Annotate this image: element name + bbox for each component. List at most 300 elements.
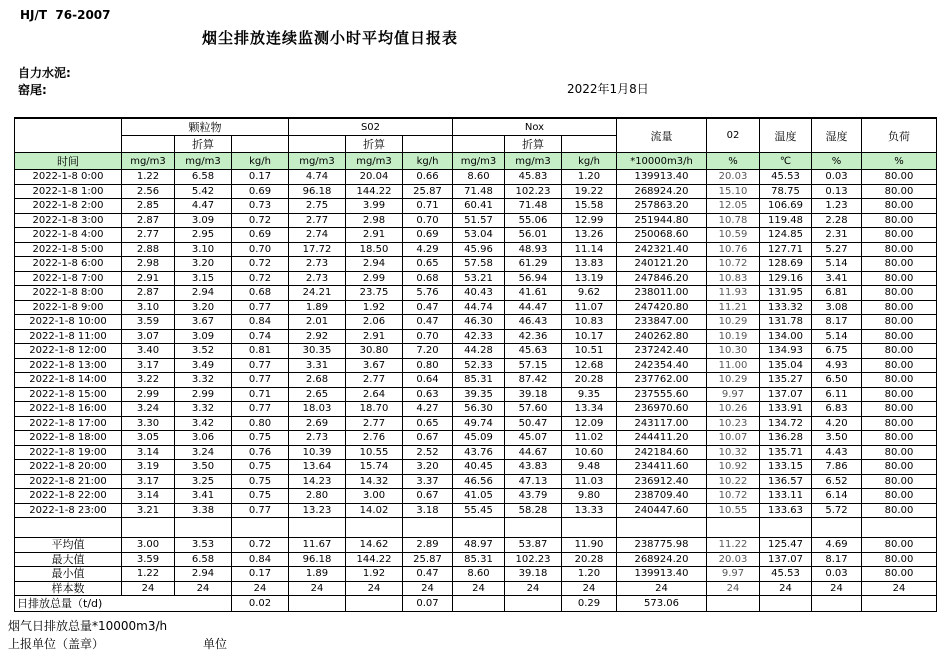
value-cell: 4.29 <box>403 242 453 257</box>
summary-value-cell: 24 <box>175 581 232 596</box>
table-row <box>15 431 937 446</box>
value-cell: 139913.40 <box>617 170 707 185</box>
time-cell: 2022-1-8 23:00 <box>15 503 122 518</box>
empty-cell <box>562 518 617 538</box>
value-cell: 46.43 <box>505 315 562 330</box>
time-cell: 2022-1-8 19:00 <box>15 445 122 460</box>
empty-cell <box>812 518 862 538</box>
time-cell: 2022-1-8 5:00 <box>15 242 122 257</box>
summary-value-cell: 2.89 <box>403 538 453 553</box>
summary-value-cell: 80.00 <box>862 538 937 553</box>
table-row <box>15 402 937 417</box>
value-cell: 0.17 <box>232 170 289 185</box>
summary-value-cell: 144.22 <box>346 552 403 567</box>
value-cell: 144.22 <box>346 184 403 199</box>
empty-cell <box>505 518 562 538</box>
value-cell: 0.69 <box>232 228 289 243</box>
value-cell: 0.70 <box>403 213 453 228</box>
table-body <box>15 170 937 612</box>
unit-cell: mg/m3 <box>175 153 232 170</box>
value-cell: 6.14 <box>812 489 862 504</box>
value-cell: 237762.00 <box>617 373 707 388</box>
value-cell: 0.71 <box>403 199 453 214</box>
value-cell: 60.41 <box>453 199 505 214</box>
value-cell: 10.17 <box>562 329 617 344</box>
value-cell: 242354.40 <box>617 358 707 373</box>
time-cell: 2022-1-8 12:00 <box>15 344 122 359</box>
summary-value-cell: 139913.40 <box>617 567 707 582</box>
value-cell: 135.27 <box>760 373 812 388</box>
value-cell: 5.14 <box>812 329 862 344</box>
time-cell: 2022-1-8 10:00 <box>15 315 122 330</box>
value-cell: 10.78 <box>707 213 760 228</box>
value-cell: 80.00 <box>862 315 937 330</box>
unit-cell: kg/h <box>232 153 289 170</box>
value-cell: 61.29 <box>505 257 562 272</box>
header-group-row <box>15 118 937 136</box>
value-cell: 2.91 <box>346 228 403 243</box>
value-cell: 15.58 <box>562 199 617 214</box>
table-row <box>15 387 937 402</box>
summary-value-cell: 11.67 <box>289 538 346 553</box>
value-cell: 55.06 <box>505 213 562 228</box>
value-cell: 244411.20 <box>617 431 707 446</box>
value-cell: 237242.40 <box>617 344 707 359</box>
value-cell: 3.24 <box>175 445 232 460</box>
value-cell: 0.66 <box>403 170 453 185</box>
header-group-pm: 颗粒物 <box>122 118 289 136</box>
value-cell: 3.10 <box>175 242 232 257</box>
value-cell: 3.05 <box>122 431 175 446</box>
summary-value-cell: 268924.20 <box>617 552 707 567</box>
value-cell: 0.71 <box>232 387 289 402</box>
value-cell: 71.48 <box>453 184 505 199</box>
value-cell: 134.72 <box>760 416 812 431</box>
time-cell: 2022-1-8 4:00 <box>15 228 122 243</box>
value-cell: 57.58 <box>453 257 505 272</box>
empty-cell <box>403 518 453 538</box>
time-cell: 2022-1-8 0:00 <box>15 170 122 185</box>
value-cell: 2.92 <box>289 329 346 344</box>
value-cell: 3.30 <box>122 416 175 431</box>
value-cell: 13.34 <box>562 402 617 417</box>
summary-row-max <box>15 552 937 567</box>
value-cell: 1.23 <box>812 199 862 214</box>
value-cell: 268924.20 <box>617 184 707 199</box>
summary-value-cell: 102.23 <box>505 552 562 567</box>
value-cell: 30.35 <box>289 344 346 359</box>
value-cell: 0.80 <box>403 358 453 373</box>
empty-cell <box>760 518 812 538</box>
value-cell: 124.85 <box>760 228 812 243</box>
value-cell: 18.03 <box>289 402 346 417</box>
value-cell: 4.43 <box>812 445 862 460</box>
table-row <box>15 358 937 373</box>
value-cell: 80.00 <box>862 257 937 272</box>
value-cell: 13.33 <box>562 503 617 518</box>
value-cell: 2.73 <box>289 257 346 272</box>
summary-value-cell: 238775.98 <box>617 538 707 553</box>
value-cell: 133.63 <box>760 503 812 518</box>
value-cell: 80.00 <box>862 402 937 417</box>
footer-flow-total: 烟气日排放总量*10000m3/h <box>8 619 168 633</box>
value-cell: 5.27 <box>812 242 862 257</box>
summary-value-cell: 0.84 <box>232 552 289 567</box>
summary-value-cell: 8.60 <box>453 567 505 582</box>
value-cell: 136.57 <box>760 474 812 489</box>
value-cell: 3.25 <box>175 474 232 489</box>
value-cell: 2.77 <box>289 213 346 228</box>
value-cell: 3.50 <box>175 460 232 475</box>
value-cell: 10.60 <box>562 445 617 460</box>
value-cell: 3.41 <box>175 489 232 504</box>
summary-row-avg <box>15 538 937 553</box>
summary-value-cell: 11.90 <box>562 538 617 553</box>
total-value-cell: 573.06 <box>617 596 707 612</box>
summary-value-cell: 9.97 <box>707 567 760 582</box>
value-cell: 247420.80 <box>617 300 707 315</box>
table-row <box>15 329 937 344</box>
value-cell: 45.96 <box>453 242 505 257</box>
value-cell: 3.24 <box>122 402 175 417</box>
value-cell: 45.83 <box>505 170 562 185</box>
value-cell: 3.09 <box>175 329 232 344</box>
value-cell: 43.83 <box>505 460 562 475</box>
value-cell: 13.64 <box>289 460 346 475</box>
value-cell: 238011.00 <box>617 286 707 301</box>
summary-value-cell: 24 <box>403 581 453 596</box>
value-cell: 80.00 <box>862 344 937 359</box>
value-cell: 18.70 <box>346 402 403 417</box>
time-cell: 2022-1-8 17:00 <box>15 416 122 431</box>
summary-row-count <box>15 581 937 596</box>
summary-value-cell: 20.03 <box>707 552 760 567</box>
table-row <box>15 184 937 199</box>
value-cell: 3.50 <box>812 431 862 446</box>
summary-value-cell: 48.97 <box>453 538 505 553</box>
value-cell: 0.70 <box>403 329 453 344</box>
value-cell: 5.14 <box>812 257 862 272</box>
value-cell: 78.75 <box>760 184 812 199</box>
value-cell: 10.19 <box>707 329 760 344</box>
value-cell: 0.68 <box>403 271 453 286</box>
value-cell: 10.29 <box>707 315 760 330</box>
unit-cell: mg/m3 <box>505 153 562 170</box>
footer-unit-label: 单位 <box>203 637 228 651</box>
footer-reporting-unit: 上报单位（盖章） <box>8 637 105 651</box>
time-cell: 2022-1-8 7:00 <box>15 271 122 286</box>
empty-cell <box>346 518 403 538</box>
value-cell: 7.86 <box>812 460 862 475</box>
empty-cell <box>122 518 175 538</box>
value-cell: 14.23 <box>289 474 346 489</box>
value-cell: 237555.60 <box>617 387 707 402</box>
value-cell: 18.50 <box>346 242 403 257</box>
table-row <box>15 213 937 228</box>
value-cell: 3.20 <box>403 460 453 475</box>
value-cell: 41.05 <box>453 489 505 504</box>
value-cell: 134.00 <box>760 329 812 344</box>
summary-label-cell: 平均值 <box>15 538 122 553</box>
unit-cell: mg/m3 <box>346 153 403 170</box>
value-cell: 57.60 <box>505 402 562 417</box>
summary-value-cell: 24 <box>232 581 289 596</box>
value-cell: 80.00 <box>862 489 937 504</box>
value-cell: 2.73 <box>289 271 346 286</box>
value-cell: 2.74 <box>289 228 346 243</box>
unit-cell: *10000m3/h <box>617 153 707 170</box>
value-cell: 57.15 <box>505 358 562 373</box>
value-cell: 58.28 <box>505 503 562 518</box>
value-cell: 2.99 <box>122 387 175 402</box>
value-cell: 80.00 <box>862 329 937 344</box>
value-cell: 257863.20 <box>617 199 707 214</box>
value-cell: 6.81 <box>812 286 862 301</box>
summary-value-cell: 80.00 <box>862 567 937 582</box>
value-cell: 236970.60 <box>617 402 707 417</box>
summary-value-cell: 20.28 <box>562 552 617 567</box>
value-cell: 11.93 <box>707 286 760 301</box>
value-cell: 80.00 <box>862 358 937 373</box>
summary-value-cell: 137.07 <box>760 552 812 567</box>
value-cell: 11.07 <box>562 300 617 315</box>
value-cell: 3.41 <box>812 271 862 286</box>
summary-value-cell: 1.20 <box>562 567 617 582</box>
value-cell: 3.14 <box>122 489 175 504</box>
value-cell: 3.99 <box>346 199 403 214</box>
value-cell: 4.74 <box>289 170 346 185</box>
value-cell: 80.00 <box>862 373 937 388</box>
value-cell: 2.01 <box>289 315 346 330</box>
value-cell: 96.18 <box>289 184 346 199</box>
value-cell: 19.22 <box>562 184 617 199</box>
value-cell: 11.02 <box>562 431 617 446</box>
header-group-so2: S02 <box>289 118 453 136</box>
value-cell: 3.08 <box>812 300 862 315</box>
value-cell: 6.75 <box>812 344 862 359</box>
table-row <box>15 416 937 431</box>
value-cell: 0.75 <box>232 489 289 504</box>
value-cell: 106.69 <box>760 199 812 214</box>
table-row <box>15 315 937 330</box>
unit-cell: kg/h <box>403 153 453 170</box>
summary-value-cell: 0.03 <box>812 567 862 582</box>
value-cell: 0.75 <box>232 460 289 475</box>
total-value-cell: 0.02 <box>232 596 289 612</box>
value-cell: 0.67 <box>403 431 453 446</box>
unit-cell: % <box>862 153 937 170</box>
summary-value-cell: 85.31 <box>453 552 505 567</box>
summary-value-cell: 2.94 <box>175 567 232 582</box>
summary-row-min <box>15 567 937 582</box>
value-cell: 45.53 <box>760 170 812 185</box>
value-cell: 2.65 <box>289 387 346 402</box>
value-cell: 10.72 <box>707 489 760 504</box>
summary-value-cell: 96.18 <box>289 552 346 567</box>
value-cell: 3.31 <box>289 358 346 373</box>
total-value-cell: 0.07 <box>403 596 453 612</box>
value-cell: 3.37 <box>403 474 453 489</box>
header-blank <box>289 136 346 153</box>
value-cell: 51.57 <box>453 213 505 228</box>
value-cell: 48.93 <box>505 242 562 257</box>
value-cell: 80.00 <box>862 387 937 402</box>
value-cell: 0.74 <box>232 329 289 344</box>
value-cell: 0.75 <box>232 474 289 489</box>
value-cell: 3.52 <box>175 344 232 359</box>
table-row <box>15 300 937 315</box>
time-cell: 2022-1-8 22:00 <box>15 489 122 504</box>
unit-cell: mg/m3 <box>453 153 505 170</box>
total-value-cell <box>346 596 403 612</box>
value-cell: 39.35 <box>453 387 505 402</box>
company-name: 自力水泥: <box>18 66 71 80</box>
value-cell: 0.67 <box>403 489 453 504</box>
value-cell: 52.33 <box>453 358 505 373</box>
value-cell: 0.69 <box>403 228 453 243</box>
value-cell: 1.92 <box>346 300 403 315</box>
value-cell: 10.92 <box>707 460 760 475</box>
value-cell: 247846.20 <box>617 271 707 286</box>
value-cell: 238709.40 <box>617 489 707 504</box>
table-row <box>15 199 937 214</box>
value-cell: 137.07 <box>760 387 812 402</box>
value-cell: 135.04 <box>760 358 812 373</box>
value-cell: 119.48 <box>760 213 812 228</box>
empty-cell <box>232 518 289 538</box>
table-row <box>15 489 937 504</box>
value-cell: 250068.60 <box>617 228 707 243</box>
value-cell: 0.47 <box>403 300 453 315</box>
value-cell: 2.80 <box>289 489 346 504</box>
summary-value-cell: 80.00 <box>862 552 937 567</box>
value-cell: 80.00 <box>862 213 937 228</box>
value-cell: 56.30 <box>453 402 505 417</box>
value-cell: 0.73 <box>232 199 289 214</box>
summary-value-cell: 24 <box>707 581 760 596</box>
value-cell: 1.89 <box>289 300 346 315</box>
value-cell: 0.72 <box>232 257 289 272</box>
value-cell: 10.83 <box>707 271 760 286</box>
value-cell: 10.23 <box>707 416 760 431</box>
header-temp: 温度 <box>760 118 812 153</box>
table-row <box>15 228 937 243</box>
summary-label-cell: 最小值 <box>15 567 122 582</box>
value-cell: 2.73 <box>289 431 346 446</box>
standard-code: HJ/T 76-2007 <box>20 8 111 22</box>
total-value-cell <box>812 596 862 612</box>
value-cell: 10.30 <box>707 344 760 359</box>
value-cell: 87.42 <box>505 373 562 388</box>
time-cell: 2022-1-8 14:00 <box>15 373 122 388</box>
empty-cell <box>175 518 232 538</box>
value-cell: 39.18 <box>505 387 562 402</box>
value-cell: 10.55 <box>707 503 760 518</box>
value-cell: 2.31 <box>812 228 862 243</box>
value-cell: 55.45 <box>453 503 505 518</box>
value-cell: 53.04 <box>453 228 505 243</box>
value-cell: 133.91 <box>760 402 812 417</box>
value-cell: 3.32 <box>175 402 232 417</box>
value-cell: 9.35 <box>562 387 617 402</box>
value-cell: 2.99 <box>175 387 232 402</box>
value-cell: 2.94 <box>346 257 403 272</box>
value-cell: 0.81 <box>232 344 289 359</box>
header-conv-so2: 折算 <box>346 136 403 153</box>
value-cell: 4.47 <box>175 199 232 214</box>
value-cell: 12.05 <box>707 199 760 214</box>
summary-value-cell: 125.47 <box>760 538 812 553</box>
value-cell: 15.74 <box>346 460 403 475</box>
report-date: 2022年1月8日 <box>567 82 649 96</box>
value-cell: 3.07 <box>122 329 175 344</box>
value-cell: 12.99 <box>562 213 617 228</box>
total-value-cell <box>862 596 937 612</box>
value-cell: 6.11 <box>812 387 862 402</box>
summary-label-cell: 最大值 <box>15 552 122 567</box>
value-cell: 13.26 <box>562 228 617 243</box>
table-row <box>15 271 937 286</box>
total-label: 日排放总量（t/d) <box>15 596 232 612</box>
value-cell: 80.00 <box>862 300 937 315</box>
value-cell: 2.95 <box>175 228 232 243</box>
value-cell: 3.49 <box>175 358 232 373</box>
total-value-cell <box>707 596 760 612</box>
summary-value-cell: 25.87 <box>403 552 453 567</box>
value-cell: 0.77 <box>232 402 289 417</box>
value-cell: 0.03 <box>812 170 862 185</box>
value-cell: 6.50 <box>812 373 862 388</box>
value-cell: 30.80 <box>346 344 403 359</box>
value-cell: 1.20 <box>562 170 617 185</box>
value-cell: 2.06 <box>346 315 403 330</box>
value-cell: 13.19 <box>562 271 617 286</box>
page-title: 烟尘排放连续监测小时平均值日报表 <box>201 29 458 47</box>
value-cell: 2.88 <box>122 242 175 257</box>
value-cell: 80.00 <box>862 228 937 243</box>
value-cell: 8.17 <box>812 315 862 330</box>
value-cell: 10.76 <box>707 242 760 257</box>
value-cell: 14.32 <box>346 474 403 489</box>
value-cell: 10.07 <box>707 431 760 446</box>
value-cell: 3.17 <box>122 358 175 373</box>
header-group-nox: Nox <box>453 118 617 136</box>
value-cell: 25.87 <box>403 184 453 199</box>
total-value-cell <box>505 596 562 612</box>
time-cell: 2022-1-8 9:00 <box>15 300 122 315</box>
summary-value-cell: 45.53 <box>760 567 812 582</box>
value-cell: 3.06 <box>175 431 232 446</box>
value-cell: 40.45 <box>453 460 505 475</box>
value-cell: 133.11 <box>760 489 812 504</box>
summary-value-cell: 24 <box>453 581 505 596</box>
report-table <box>14 117 937 612</box>
value-cell: 13.83 <box>562 257 617 272</box>
time-cell: 2022-1-8 11:00 <box>15 329 122 344</box>
header-conv-pm: 折算 <box>175 136 232 153</box>
value-cell: 23.75 <box>346 286 403 301</box>
value-cell: 2.64 <box>346 387 403 402</box>
value-cell: 56.01 <box>505 228 562 243</box>
summary-value-cell: 24 <box>760 581 812 596</box>
value-cell: 0.77 <box>232 300 289 315</box>
value-cell: 45.63 <box>505 344 562 359</box>
table-row <box>15 503 937 518</box>
value-cell: 2.87 <box>122 286 175 301</box>
summary-value-cell: 3.59 <box>122 552 175 567</box>
header-blank <box>562 136 617 153</box>
total-value-cell <box>760 596 812 612</box>
